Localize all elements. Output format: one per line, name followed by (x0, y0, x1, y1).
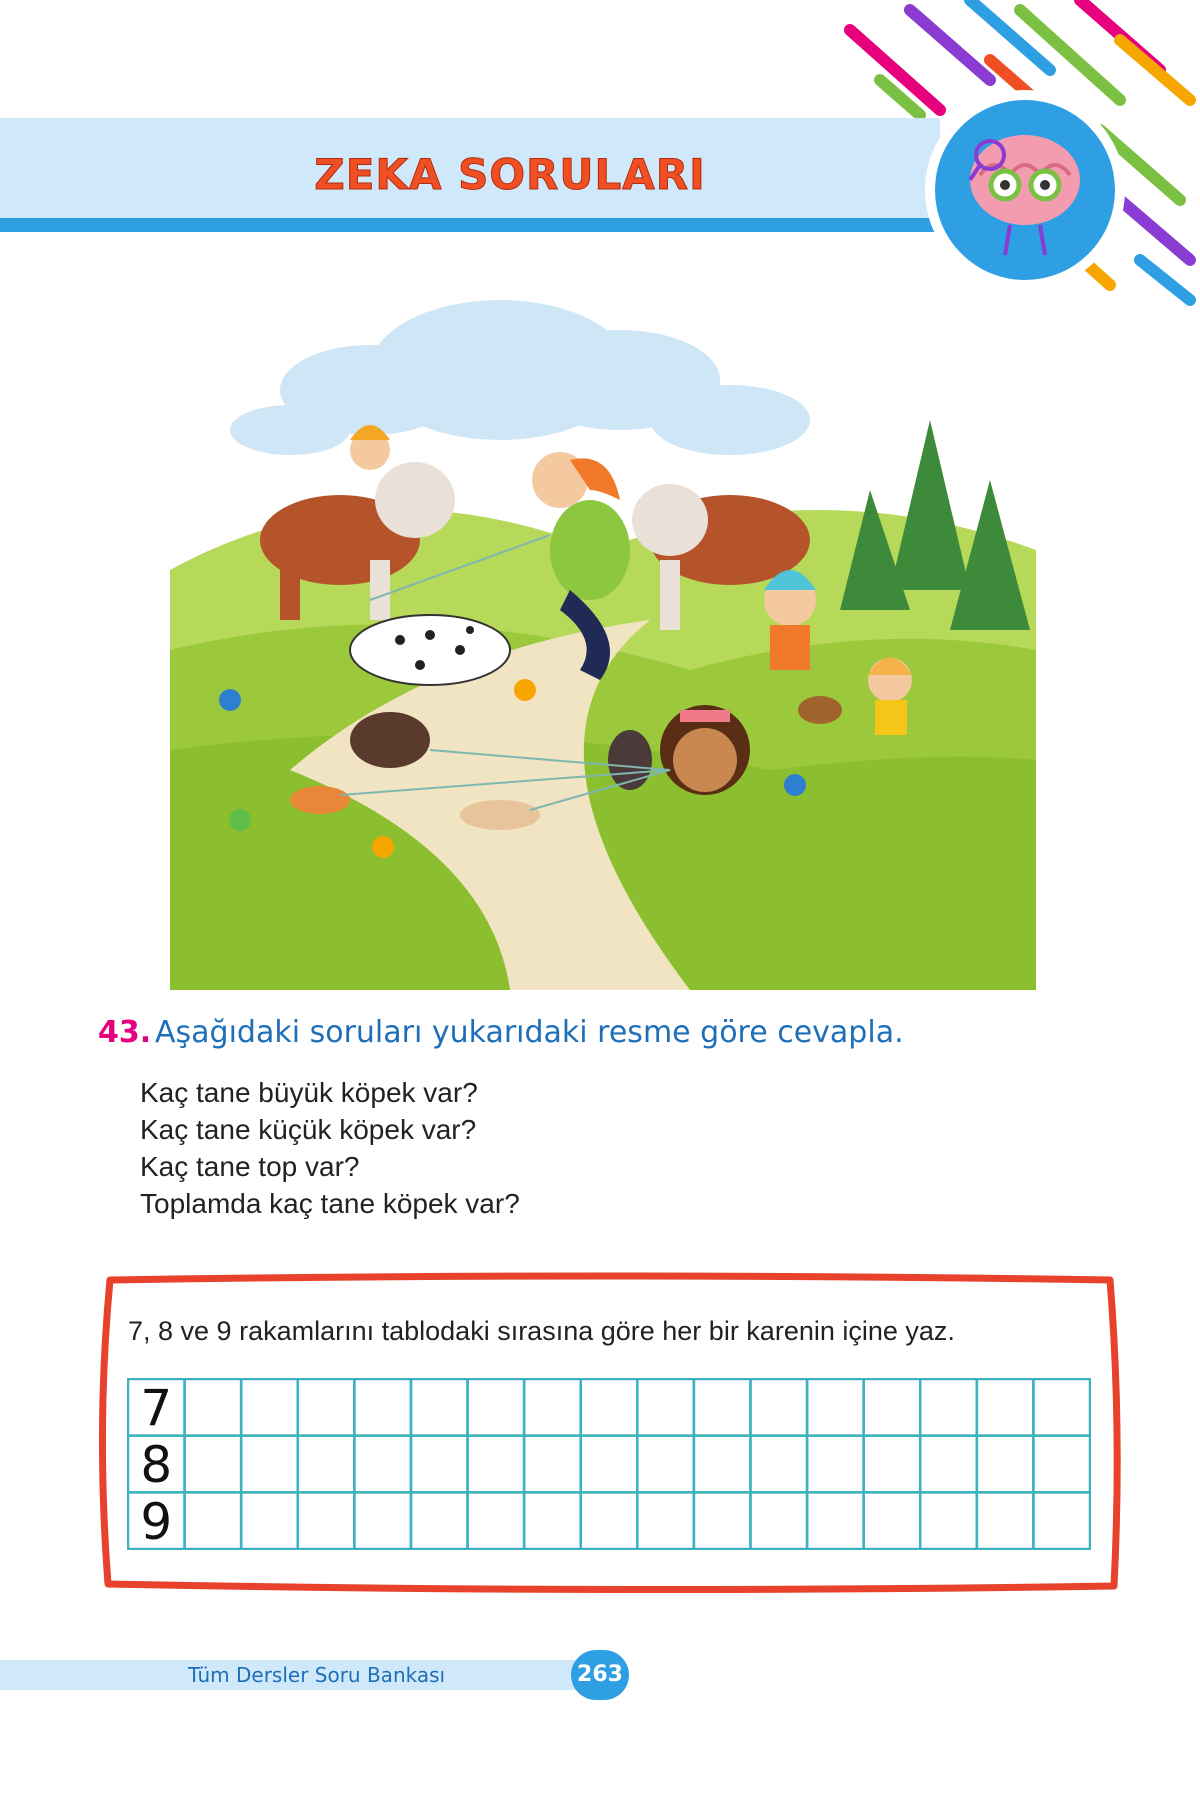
grid-cell[interactable] (298, 1436, 355, 1493)
grid-cell[interactable] (468, 1492, 525, 1549)
grid-cell[interactable] (298, 1492, 355, 1549)
example-digit: 7 (140, 1379, 173, 1438)
grid-cell[interactable] (581, 1379, 638, 1436)
grid-cell[interactable] (241, 1379, 298, 1436)
grid-cell[interactable] (864, 1492, 921, 1549)
activity-instruction: 7, 8 ve 9 rakamlarını tablodaki sırasına göre her bir karenin içine yaz. (128, 1316, 955, 1346)
book-title: Tüm Dersler Soru Bankası (188, 1663, 446, 1687)
grid-cell[interactable] (977, 1379, 1034, 1436)
grid-cell[interactable] (1033, 1436, 1090, 1493)
grid-cell[interactable] (185, 1379, 242, 1436)
grid-cell[interactable] (920, 1436, 977, 1493)
sub-question-1: Kaç tane büyük köpek var? (140, 1077, 478, 1108)
sub-question-list (140, 1074, 520, 1222)
grid-cell[interactable] (864, 1379, 921, 1436)
grid-cell[interactable] (354, 1492, 411, 1549)
grid-cell[interactable] (524, 1492, 581, 1549)
grid-cell[interactable] (468, 1436, 525, 1493)
grid-cell[interactable] (1033, 1492, 1090, 1549)
grid-cell[interactable] (241, 1492, 298, 1549)
example-digit: 8 (140, 1436, 173, 1495)
page-number: 263 (571, 1650, 629, 1700)
grid-cell[interactable] (411, 1436, 468, 1493)
grid-cell[interactable] (468, 1379, 525, 1436)
grid-cell[interactable] (581, 1436, 638, 1493)
grid-cell[interactable] (637, 1492, 694, 1549)
grid-cell[interactable] (807, 1492, 864, 1549)
grid-cell[interactable] (807, 1436, 864, 1493)
page-title: ZEKA SORULARI (314, 150, 706, 199)
header-underline (0, 218, 940, 232)
grid-cell[interactable] (977, 1492, 1034, 1549)
grid-cell[interactable] (1033, 1379, 1090, 1436)
grid-cell[interactable] (920, 1492, 977, 1549)
grid-cell[interactable] (637, 1379, 694, 1436)
example-digit: 9 (140, 1492, 173, 1550)
park-dogs-illustration (170, 290, 1036, 990)
grid-cell[interactable] (354, 1436, 411, 1493)
grid-cell[interactable] (864, 1436, 921, 1493)
grid-cell[interactable] (750, 1492, 807, 1549)
grid-cell[interactable] (694, 1436, 751, 1493)
grid-cell[interactable] (524, 1436, 581, 1493)
grid-cell[interactable] (354, 1379, 411, 1436)
grid-cell[interactable] (694, 1492, 751, 1549)
grid-cell[interactable] (411, 1379, 468, 1436)
grid-cell[interactable] (581, 1492, 638, 1549)
grid-cell[interactable] (637, 1436, 694, 1493)
question-prompt: Aşağıdaki soruları yukarıdaki resme göre cevapla. (155, 1015, 904, 1050)
sub-question-3: Kaç tane top var? (140, 1151, 360, 1182)
grid-cell[interactable] (524, 1379, 581, 1436)
question-number: 43. (98, 1015, 152, 1050)
sub-question-4: Toplamda kaç tane köpek var? (140, 1188, 520, 1219)
brain-mascot-icon (920, 85, 1130, 295)
grid-cell[interactable] (298, 1379, 355, 1436)
grid-cell[interactable] (977, 1436, 1034, 1493)
grid-cell[interactable] (241, 1436, 298, 1493)
grid-cell[interactable] (807, 1379, 864, 1436)
grid-cell[interactable] (750, 1436, 807, 1493)
writing-grid[interactable] (127, 1378, 1091, 1550)
grid-cell[interactable] (694, 1379, 751, 1436)
grid-cell[interactable] (920, 1379, 977, 1436)
grid-cell[interactable] (185, 1492, 242, 1549)
grid-cell[interactable] (750, 1379, 807, 1436)
grid-cell[interactable] (185, 1436, 242, 1493)
grid-cell[interactable] (411, 1492, 468, 1549)
sub-question-2: Kaç tane küçük köpek var? (140, 1114, 477, 1145)
